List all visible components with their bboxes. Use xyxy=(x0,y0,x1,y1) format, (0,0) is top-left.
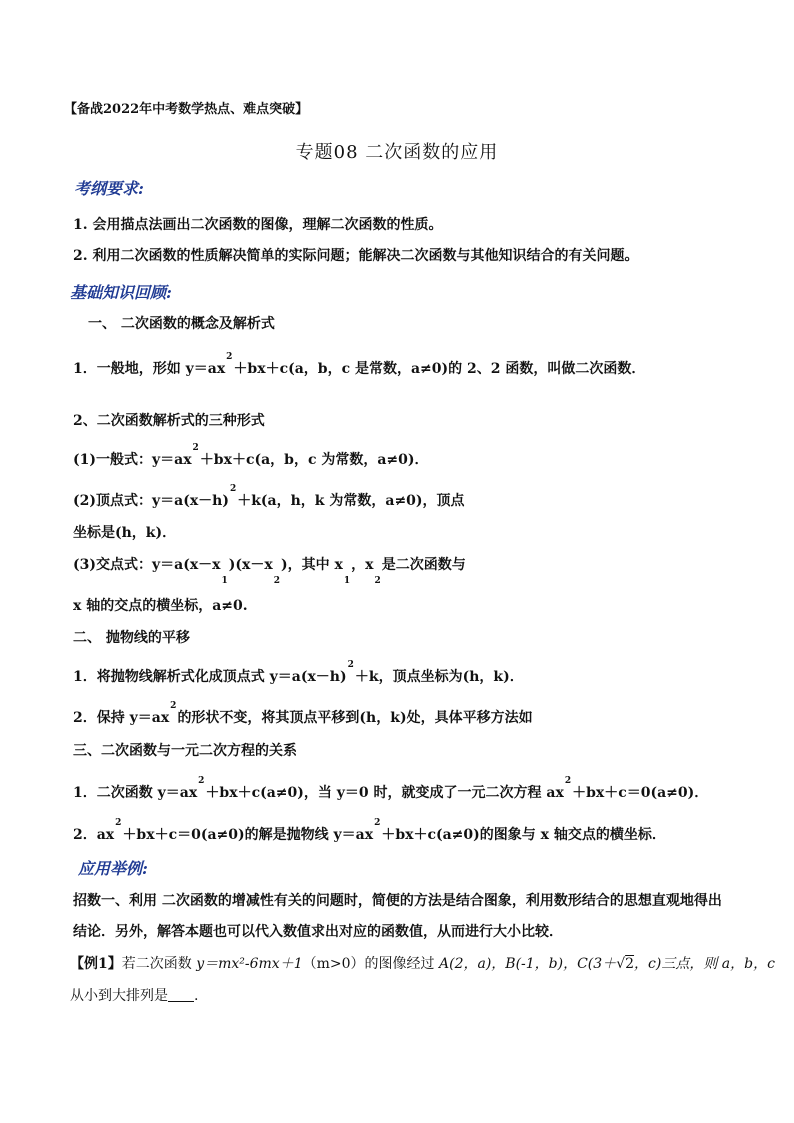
text: ＋bx＋c＝0(a≠0)的解是抛物线 y＝ax xyxy=(122,827,374,843)
superscript-2: 2 xyxy=(229,484,237,494)
text: (1)一般式：y＝ax xyxy=(73,452,192,468)
text: ＋k，顶点坐标为(h，k)． xyxy=(354,669,524,685)
superscript-2: 2 xyxy=(347,660,354,670)
part3-line2 xyxy=(73,818,666,846)
function-expression: y＝mx²-6mx＋1 xyxy=(196,956,303,972)
text: (3)交点式：y＝a(x－x xyxy=(73,557,221,573)
text: 是二次函数与 xyxy=(381,557,466,573)
text: 若二次函数 xyxy=(121,956,197,972)
superscript-2: 2 xyxy=(115,818,122,828)
text: ，x xyxy=(351,557,374,573)
text: ＋bx＋c(a，b，c 为常数，a≠0)． xyxy=(199,452,429,468)
points-text: A(2，a)，B(-1，b)，C(3＋ xyxy=(439,956,617,972)
text: 从小到大排列是 xyxy=(70,988,168,1004)
text: (2)顶点式：y＝a(x－h) xyxy=(73,493,229,509)
section-kaogang: 考纲要求: xyxy=(74,179,144,198)
text: 1．二次函数 y＝ax xyxy=(73,785,198,801)
text: （m>0）的图像经过 xyxy=(302,956,439,972)
method-line1: 招数一、利用 二次函数的增减性有关的问题时，简便的方法是结合图象，利用数形结合的思想直观地得出 xyxy=(73,893,722,909)
text: . xyxy=(194,988,199,1004)
header-tag: 【备战2022年中考数学热点、难点突破】 xyxy=(64,102,309,117)
superscript-2: 2 xyxy=(226,352,233,362)
text: ＋bx＋c(a≠0)，当 y＝0 时，就变成了一元二次方程 ax xyxy=(205,785,564,801)
example-1-line2 xyxy=(70,987,198,1005)
text: )(x－x xyxy=(228,557,273,573)
text: 1．一般地，形如 y＝ax xyxy=(73,361,226,377)
text: ＋bx＋c＝0(a≠0)． xyxy=(572,785,709,801)
subscript-2: 2 xyxy=(273,576,280,586)
text: ＋k(a，h，k 为常数，a≠0)，顶点 xyxy=(237,493,465,509)
part2-heading: 二、 抛物线的平移 xyxy=(73,630,190,646)
part1-vertex-coord: 坐标是(h，k)． xyxy=(73,525,177,541)
part1-line1 xyxy=(73,352,646,380)
subscript-1: 1 xyxy=(343,576,351,586)
section-jichu: 基础知识回顾: xyxy=(70,283,172,302)
part3-heading: 三、二次函数与一元二次方程的关系 xyxy=(73,743,297,759)
page-title: 专题08 二次函数的应用 xyxy=(295,142,499,163)
section-yingyong: 应用举例: xyxy=(78,859,148,878)
requirement-2: 2. 利用二次函数的性质解决简单的实际问题；能解决二次函数与其他知识结合的有关问题。 xyxy=(73,248,639,264)
answer-blank[interactable] xyxy=(168,987,194,1002)
requirement-1: 1. 会用描点法画出二次函数的图像，理解二次函数的性质。 xyxy=(73,217,443,233)
part1-intercept-note: x 轴的交点的横坐标，a≠0. xyxy=(73,598,248,614)
part1-vertex-form xyxy=(73,484,465,512)
part3-line1 xyxy=(73,776,709,804)
sqrt-sign: √ xyxy=(616,956,626,972)
method-line2: 结论．另外，解答本题也可以代入数值求出对应的函数值，从而进行大小比较． xyxy=(73,924,563,940)
superscript-2: 2 xyxy=(564,776,572,786)
subscript-2: 2 xyxy=(374,576,381,586)
points-text-end: ，c)三点，则 a，b，c xyxy=(634,956,775,972)
text: 的形状不变，将其顶点平移到(h，k)处，具体平移方法如 xyxy=(177,710,533,726)
superscript-2: 2 xyxy=(198,776,205,786)
example-tag: 【例1】 xyxy=(70,956,122,972)
text: 1．将抛物线解析式化成顶点式 y＝a(x－h) xyxy=(73,669,347,685)
superscript-2: 2 xyxy=(170,701,177,711)
text: ＋bx＋c(a≠0)的图象与 x 轴交点的横坐标． xyxy=(381,827,666,843)
part2-line1 xyxy=(73,660,524,688)
part1-line2: 2、二次函数解析式的三种形式 xyxy=(73,413,265,429)
text: 2．ax xyxy=(73,827,115,843)
text: ＋bx＋c(a，b，c 是常数，a≠0)的 2、2 函数，叫做二次函数． xyxy=(233,361,646,377)
text: )，其中 x xyxy=(281,557,343,573)
superscript-2: 2 xyxy=(192,443,199,453)
sqrt-value: 2 xyxy=(625,956,635,972)
part1-general-form xyxy=(73,443,429,471)
text: 2．保持 y＝ax xyxy=(73,710,170,726)
superscript-2: 2 xyxy=(374,818,381,828)
part2-line2 xyxy=(73,701,533,729)
part1-intercept-form xyxy=(73,556,466,586)
subscript-1: 1 xyxy=(221,576,228,586)
example-1-line1 xyxy=(70,955,775,973)
part1-heading: 一、 二次函数的概念及解析式 xyxy=(88,316,275,332)
